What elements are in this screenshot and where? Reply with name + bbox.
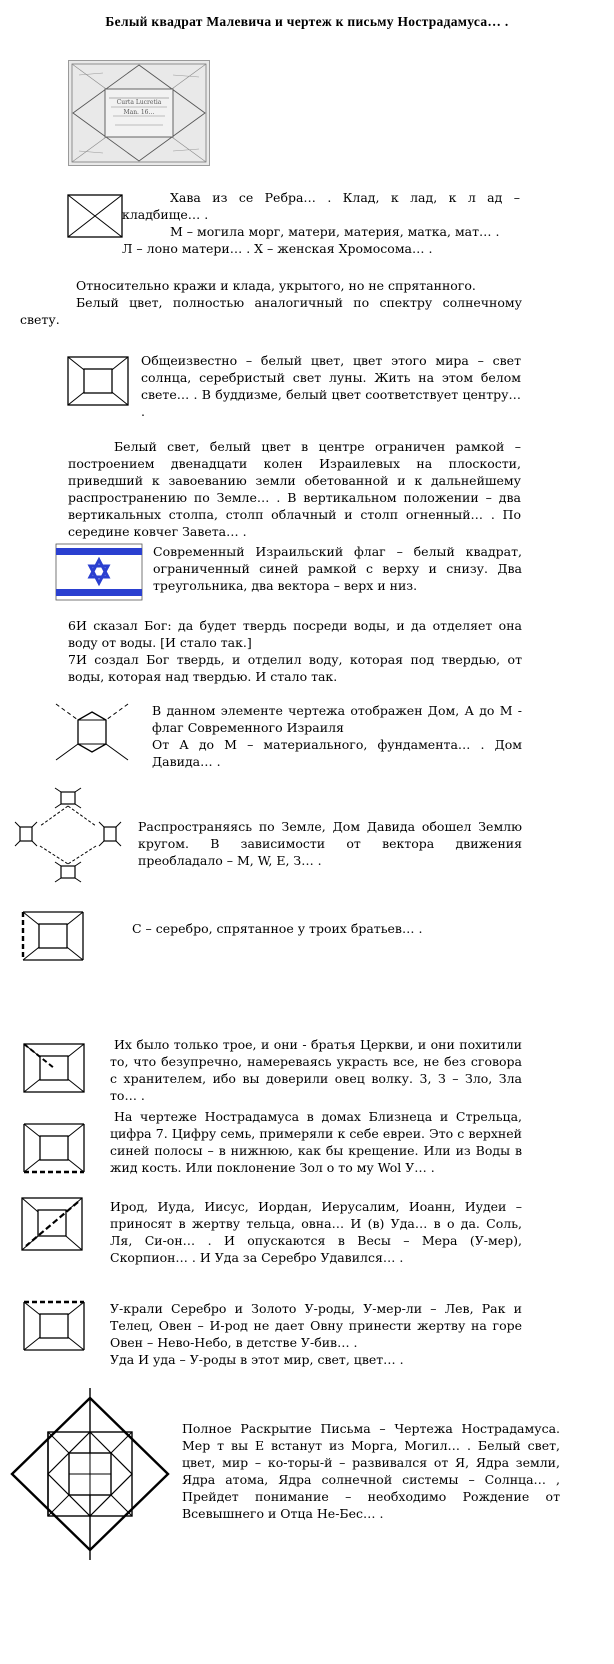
nostradamus-letter-photo (68, 60, 210, 166)
text-block-3: Общеизвестно – белый цвет, цвет этого мира – свет солнца, серебристый свет луны. Жить на этом белом свете… . В буддизме, белый цвет соответствует центру… . (141, 353, 521, 419)
house-hexagon-diagram (54, 700, 130, 764)
text-block-11: На чертеже Нострадамуса в домах Близнеца и Стрельца, цифра 7. Цифру семь, примеряли к себе евреи. Это с верхней синей полосы – в нижнюю, как бы крещение. Или из Воды в жид кость. Или поклонение Зол о то му Wol У… . (110, 1109, 522, 1175)
four-houses-diagram (12, 786, 124, 886)
text-block-9: С – серебро, спрятанное у троих братьев… . (132, 921, 423, 936)
square-dashed-anti-diagonal-diagram (20, 1196, 84, 1252)
text-block-5: Современный Израильский флаг – белый квадрат, ограниченный синей рамкой с верху и снизу. Два треугольника, два вектора – верх и низ. (153, 544, 522, 593)
square-inner-square-diagram (67, 356, 129, 406)
text-block-13: У-крали Серебро и Золото У-роды, У-мер-ли – Лев, Рак и Телец, Овен – И-род не дает Овну принести жертву на горе Овен – Нево-Небо, в детстве У-бив… . Уда И уда – У-роды в этот мир, свет, цвет… . (110, 1301, 522, 1367)
page-title: Белый квадрат Малевича и чертеж к письму Нострадамуса… . (105, 14, 509, 29)
text-block-1: Хава из се Ребра… . Клад, к лад, к л ад – кладбище… . М – могила морг, матери, материя, матка, мат… . Л – лоно матери… . Х – женская Хромосома… . (122, 190, 520, 256)
text-block-10: Их было только трое, и они - братья Церкви, и они похитили то, что безупречно, намереваясь украсть все, не без сговора с хранителем, ибо вы доверили овец волку. 3, З – Зло, Зла то… . (110, 1037, 522, 1103)
text-block-12: Ирод, Иуда, Иисус, Иордан, Иерусалим, Иоанн, Иудеи – приносят в жертву тельца, овна… И (в) Уда… в о да. Соль, Ля, Си-он… . И опускаются в Весы – Мера (У-мер), Скорпион… . И Уда за Серебро Удавился… . (110, 1199, 522, 1265)
square-dashed-top-diagram (22, 1300, 86, 1352)
text-block-8: Распространяясь по Земле, Дом Давида обошел Землю кругом. В зависимости от вектора движения преобладало – M, W, E, З… . (138, 819, 522, 868)
text-block-4: Белый свет, белый цвет в центре ограничен рамкой – построением двенадцати колен Израилевых на плоскости, приведший к завоеванию земли обетованной и к дальнейшему распространению по Земле… . В вертикальном положении – два вертикальных столпа, столп облачный и столп огненный… . По середине ковчег Завета… . (68, 439, 521, 539)
israel-flag (56, 544, 142, 600)
text-block-2: Относительно кражи и клада, укрытого, но не спрятанного. Белый цвет, полностью аналогичный по спектру солнечному свету. (20, 278, 522, 327)
square-dashed-bottom-diagram (22, 1122, 86, 1174)
text-block-6: 6И сказал Бог: да будет твердь посреди воды, и да отделяет она воду от воды. [И стало так.] 7И создал Бог твердь, и отделил воду, которая под твердью, от воды, которая над твердью. И стало так. (68, 618, 522, 684)
photo-script-1: Curta Lucretia (116, 99, 162, 106)
square-x-diagram (67, 194, 123, 238)
text-block-7: В данном элементе чертежа отображен Дом, А до М - флаг Современного Израиля От А до М – материального, фундамента… . Дом Давида… . (152, 703, 522, 769)
square-dashed-left-diagram (21, 910, 85, 962)
square-dashed-diagonal-diagram (22, 1042, 86, 1094)
full-drawing-diamond (6, 1388, 174, 1560)
text-block-14: Полное Раскрытие Письма – Чертежа Нострадамуса. Мер т вы Е встанут из Морга, Могил… . Белый свет, цвет, мир – ко-торы-й – развивался от Я, Ядра земли, Ядра атома, Ядра солнечной системы – Солнца… , Прейдет понимание – необходимо Рождение от Всевышнего и Отца Не-Бес… . (182, 1421, 560, 1521)
photo-script-2: Man. 16… (123, 109, 155, 116)
